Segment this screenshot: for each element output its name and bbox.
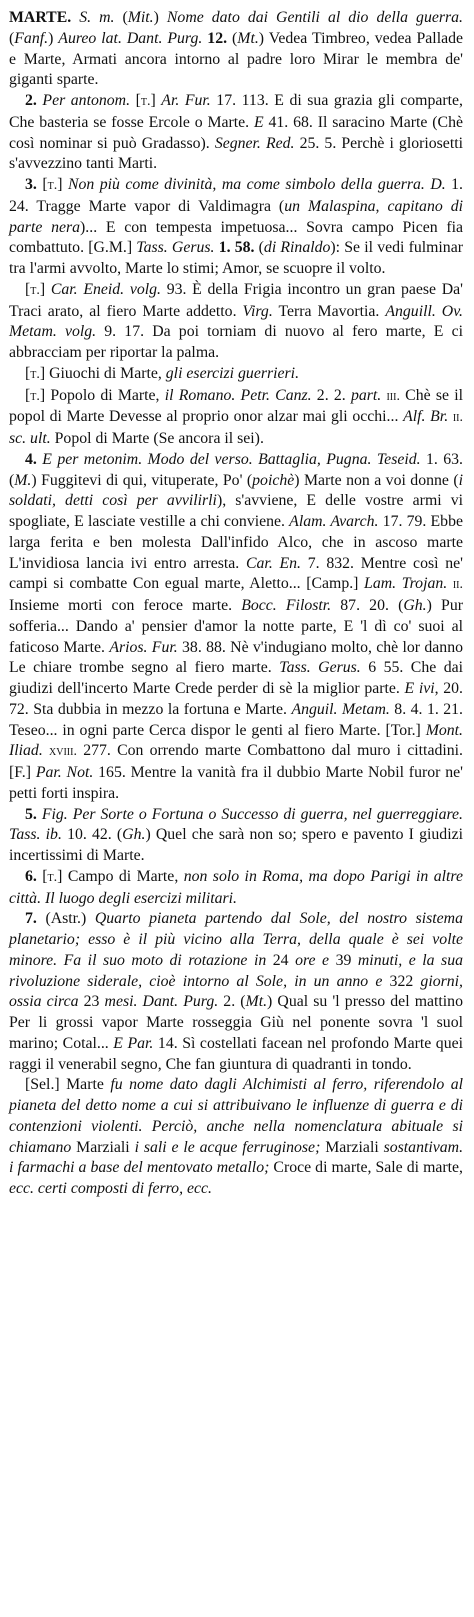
text-run: [ (25, 386, 31, 404)
text-run: Terra Mavortia. (272, 302, 386, 320)
bold-run: 6. (25, 867, 37, 885)
text-run: 38. 88. Nè v'indugiano molto, chè lor danno Le chiare trombe segno al fiero marte. (9, 638, 463, 677)
italic-run: i sali e le acque ferruginose; (134, 1138, 321, 1156)
small-caps-run: t. (47, 869, 58, 885)
sense-paragraph (9, 364, 463, 386)
bold-run: 1. 58. (218, 239, 255, 257)
italic-run: Lam. Trojan. (364, 575, 448, 593)
text-run: ] (57, 176, 68, 193)
italic-run: Gh. (122, 826, 146, 844)
small-caps-run: ii. (452, 410, 464, 426)
text-run: 41. 68. Il saracino Marte (Chè così nominar si può Gradasso). (9, 113, 464, 152)
text-run: [Sel.] Marte (25, 1076, 111, 1094)
small-caps-run: iii. (386, 388, 400, 404)
italic-run: Anguil. Metam. (291, 700, 390, 718)
sense-paragraph (9, 805, 463, 867)
italic-run: di Rinaldo (263, 239, 331, 257)
text-run: ) (153, 9, 167, 26)
text-run: [ (36, 867, 48, 885)
sense-paragraph (9, 450, 463, 805)
text-run: 93. È della Frigia incontro un gran paese Da' Traci arato, al fiero Marte addetto. (9, 280, 463, 320)
text-run: Marziali (320, 1138, 384, 1156)
italic-run: Nome dato dai Gentili al dio della guerra. (166, 9, 463, 26)
italic-run: Car. Eneid. volg. (50, 280, 161, 298)
text-run: ) Vedea Timbreo, vedea Pallade e Marte, Armati ancora intorno al padre loro Mirar le membra de' giganti sparte. (9, 29, 464, 89)
bold-run: 12. (207, 29, 228, 47)
text-run: Croce di marte, Sale di marte, (269, 1159, 463, 1177)
italic-run: il Romano. Petr. Canz. (164, 386, 312, 404)
italic-run: Tass. Gerus. (136, 239, 215, 257)
italic-run: ecc. certi composti di ferro, ecc. (9, 1180, 212, 1197)
small-caps-run: xviii. (49, 744, 77, 760)
text-run: [ (130, 92, 141, 109)
text-run: ] Giuochi di Marte, (39, 364, 166, 382)
small-caps-run: t. (30, 366, 40, 382)
small-caps-run: t. (30, 388, 40, 404)
text-run: 87. 20. ( (331, 597, 404, 614)
italic-run: poichè (252, 471, 295, 489)
bold-run: 3. (25, 176, 37, 193)
text-run: ) Qual su 'l presso del mattino Per li grossi vapor Marte rosseggia Giù nel ponente sovra 'l suol marino; Cotal... (9, 993, 463, 1052)
italic-run: Tass. Gerus. (279, 659, 361, 677)
italic-run: i soldati, detti così per avvilirli (9, 471, 463, 510)
italic-run: Arios. Fur. (109, 638, 178, 656)
text-run: 17. 79. Ebbe larga ferita e ben molesta Dall'infido Alco, che in ascoso marte L'invidiosa lancia ivi entro arresta. (9, 513, 463, 572)
sense-paragraph (9, 280, 463, 364)
italic-run: Bocc. Filostr. (241, 597, 332, 614)
italic-run: Mt. (237, 29, 259, 47)
italic-run: Par. Not. (35, 764, 94, 781)
bold-run: 7. (25, 910, 37, 928)
small-caps-run: t. (30, 282, 40, 298)
text-run: (Astr.) (36, 910, 95, 928)
italic-run: Aureo lat. Dant. Purg. (58, 29, 203, 47)
small-caps-run: ii. (452, 577, 464, 593)
italic-run: M. (14, 471, 32, 489)
italic-run: Mit. (127, 9, 154, 26)
text-run: 165. Mentre la vanità fra il dubbio Marte Nobil furor ne' petti forti inspira. (9, 764, 463, 802)
text-run: Chè se il popol di Marte Devesse al proprio onor alzar mai gli occhi... (9, 386, 464, 426)
sense-paragraph (9, 867, 463, 910)
italic-run: ore e (295, 951, 330, 969)
italic-run: Alam. Avarch. (289, 513, 379, 530)
text-run: Popol di Marte (Se ancora il sei). (50, 430, 264, 447)
italic-run: S. m. (79, 9, 115, 26)
italic-run: E per metonim. Modo del verso. Battaglia, Pugna. Teseid. (42, 450, 421, 468)
text-run: 23 (78, 993, 105, 1011)
text-run: 277. Con orrendo marte Combattono dal muro i cittadini. [F.] (9, 742, 463, 781)
italic-run: E (254, 113, 264, 131)
italic-run: un Malaspina, capitano di parte nera (9, 197, 463, 236)
sense-paragraph (9, 175, 463, 280)
text-run: ( (114, 9, 128, 26)
text-run: 2. ( (218, 993, 246, 1011)
sense-paragraph (9, 91, 463, 175)
text-run: ] (150, 92, 162, 109)
italic-run: mesi. Dant. Purg. (104, 993, 219, 1011)
italic-run: giorni, ossia circa (9, 972, 463, 1011)
text-run: 1. 24. Tragge Marte vapor di Valdimagra ( (9, 176, 464, 215)
italic-run: non solo in Roma, ma dopo Parigi in altre città. Il luogo degli esercizi militari. (9, 867, 463, 907)
text-run: 2. 2. (311, 386, 351, 404)
italic-run: Alf. Br. (403, 408, 449, 426)
italic-run: Gh. (403, 597, 427, 614)
sense-paragraph (9, 909, 463, 1075)
text-run: 17. 113. E di sua grazia gli comparte, Che basteria se fosse Ercole o Marte. (9, 92, 463, 131)
text-run: , 20. 72. Sta dubbia in mezzo la fortuna e Marte. (9, 680, 463, 718)
text-run: 6 55. Che dai giudizi dell'incerto Marte Crede perder di sè la miglior parte. (9, 659, 463, 697)
small-caps-run: t. (47, 178, 58, 193)
italic-run: E ivi (404, 680, 435, 697)
italic-run: Car. En. (245, 554, 301, 572)
text-run: 24 (266, 951, 296, 969)
italic-run: Mont. Iliad. (9, 721, 463, 760)
text-run: ) Pur sofferia... Dando a' pensier d'amor la notte parte, E 'l dì co' suoi al faticoso Marte. (9, 597, 463, 656)
text-run: ( (227, 29, 238, 47)
italic-run: sc. ult. (9, 430, 51, 447)
sense-paragraph (9, 386, 463, 450)
text-run: ] Campo di Marte, (57, 867, 184, 885)
text-run: 10. 42. ( (61, 826, 123, 844)
italic-run: part. (350, 386, 382, 404)
italic-run: Per antonom. (42, 92, 131, 109)
italic-run: Fanf. (14, 29, 49, 47)
text-run: ): Se il vedi fulminar tra l'armi avvolto, Marte lo stimi; Amor, se scuopre il volto. (9, 239, 463, 277)
text-run: 39 (329, 951, 358, 969)
italic-run: Non più come divinità, ma come simbolo della guerra. D. (67, 176, 446, 193)
text-run: 7. 832. Mentre così ne' campi si combatte Con egual marte, Aletto... [Camp.] (9, 554, 463, 593)
italic-run: Segner. Red. (214, 134, 295, 152)
italic-run: Anguill. Ov. Metam. volg. (9, 302, 463, 341)
text-run: [ (25, 280, 31, 298)
bold-run: 4. (25, 450, 37, 468)
text-run: )... E con tempesta impetuosa... Sovra campo Picen fia combattuto. [G.M.] (9, 218, 463, 257)
italic-run: Virg. (242, 302, 273, 320)
italic-run: Mt. (245, 993, 268, 1011)
text-run: Marziali (71, 1138, 135, 1156)
bold-run: MARTE. (9, 9, 72, 26)
italic-run: Ar. Fur. (161, 92, 211, 109)
italic-run: fu nome dato dagli Alchimisti al ferro, riferendolo al pianeta del detto nome a cui si attribuivano le influenze di guerra e di contenzioni violenti. Perciò, anche nella nomenclatura abituale si chiamano (9, 1076, 463, 1156)
bold-run: 5. (25, 805, 37, 823)
italic-run: gli esercizi guerrieri. (165, 364, 300, 382)
small-caps-run: t. (140, 94, 151, 109)
entry-headword-paragraph (9, 8, 463, 91)
italic-run: sostantivam. i farmachi a base del mentovato metallo; (9, 1138, 464, 1177)
sense-paragraph (9, 1075, 463, 1200)
text-run: 14. Sì costellati facean nel profondo Marte quei raggi il venerabil segno, Che fan giuntura di quadranti in tondo. (9, 1034, 463, 1073)
text-run: 1. 63. ( (9, 450, 464, 489)
text-run: ( (9, 29, 15, 47)
text-run: ) (48, 29, 59, 47)
text-run: 8. 4. 1. 21. Teseo... in ogni parte Cerca dispor le genti al fiero Marte. [Tor.] (9, 700, 464, 739)
italic-run: E Par. (113, 1034, 154, 1052)
text-run: ( (254, 239, 264, 257)
italic-run: Quarto pianeta partendo dal Sole, del nostro sistema planetario; esso è il più vicino alla Terra, della quale è sei volte minore. Fa il suo moto di rotazione in (9, 910, 463, 969)
text-run: ) Fuggitevi di qui, vituperate, Po' ( (31, 471, 253, 489)
italic-run: Fig. Per Sorte o Fortuna o Successo di guerra, nel guerreggiare. Tass. ib. (9, 805, 463, 844)
text-run: 25. 5. Perchè i gloriosetti s'avvezzino tanti Marti. (9, 134, 463, 173)
text-run: ] Popolo di Marte, (39, 386, 165, 404)
bold-run: 2. (25, 92, 37, 109)
text-run: 9. 17. Da poi torniam di nuovo al fero marte, E ci abbracciam per riportar la palma. (9, 323, 463, 361)
text-run: Insieme morti con feroce marte. (9, 597, 242, 614)
text-run: ) Marte non a voi donne ( (294, 471, 459, 489)
text-run: ), s'avviene, E delle vostre armi vi spogliate, E lasciate vestille a chi conviene. (9, 492, 463, 530)
text-run: 322 (382, 972, 421, 990)
text-run: ] (39, 280, 51, 298)
text-run: ) Quel che sarà non so; spero e pavento I giudizi incertissimi di Marte. (9, 826, 463, 864)
text-run: [ (25, 364, 31, 382)
italic-run: minuti, e la sua rivoluzione siderale, cioè intorno al Sole, in un anno e (9, 951, 463, 990)
text-run: [ (36, 176, 48, 193)
